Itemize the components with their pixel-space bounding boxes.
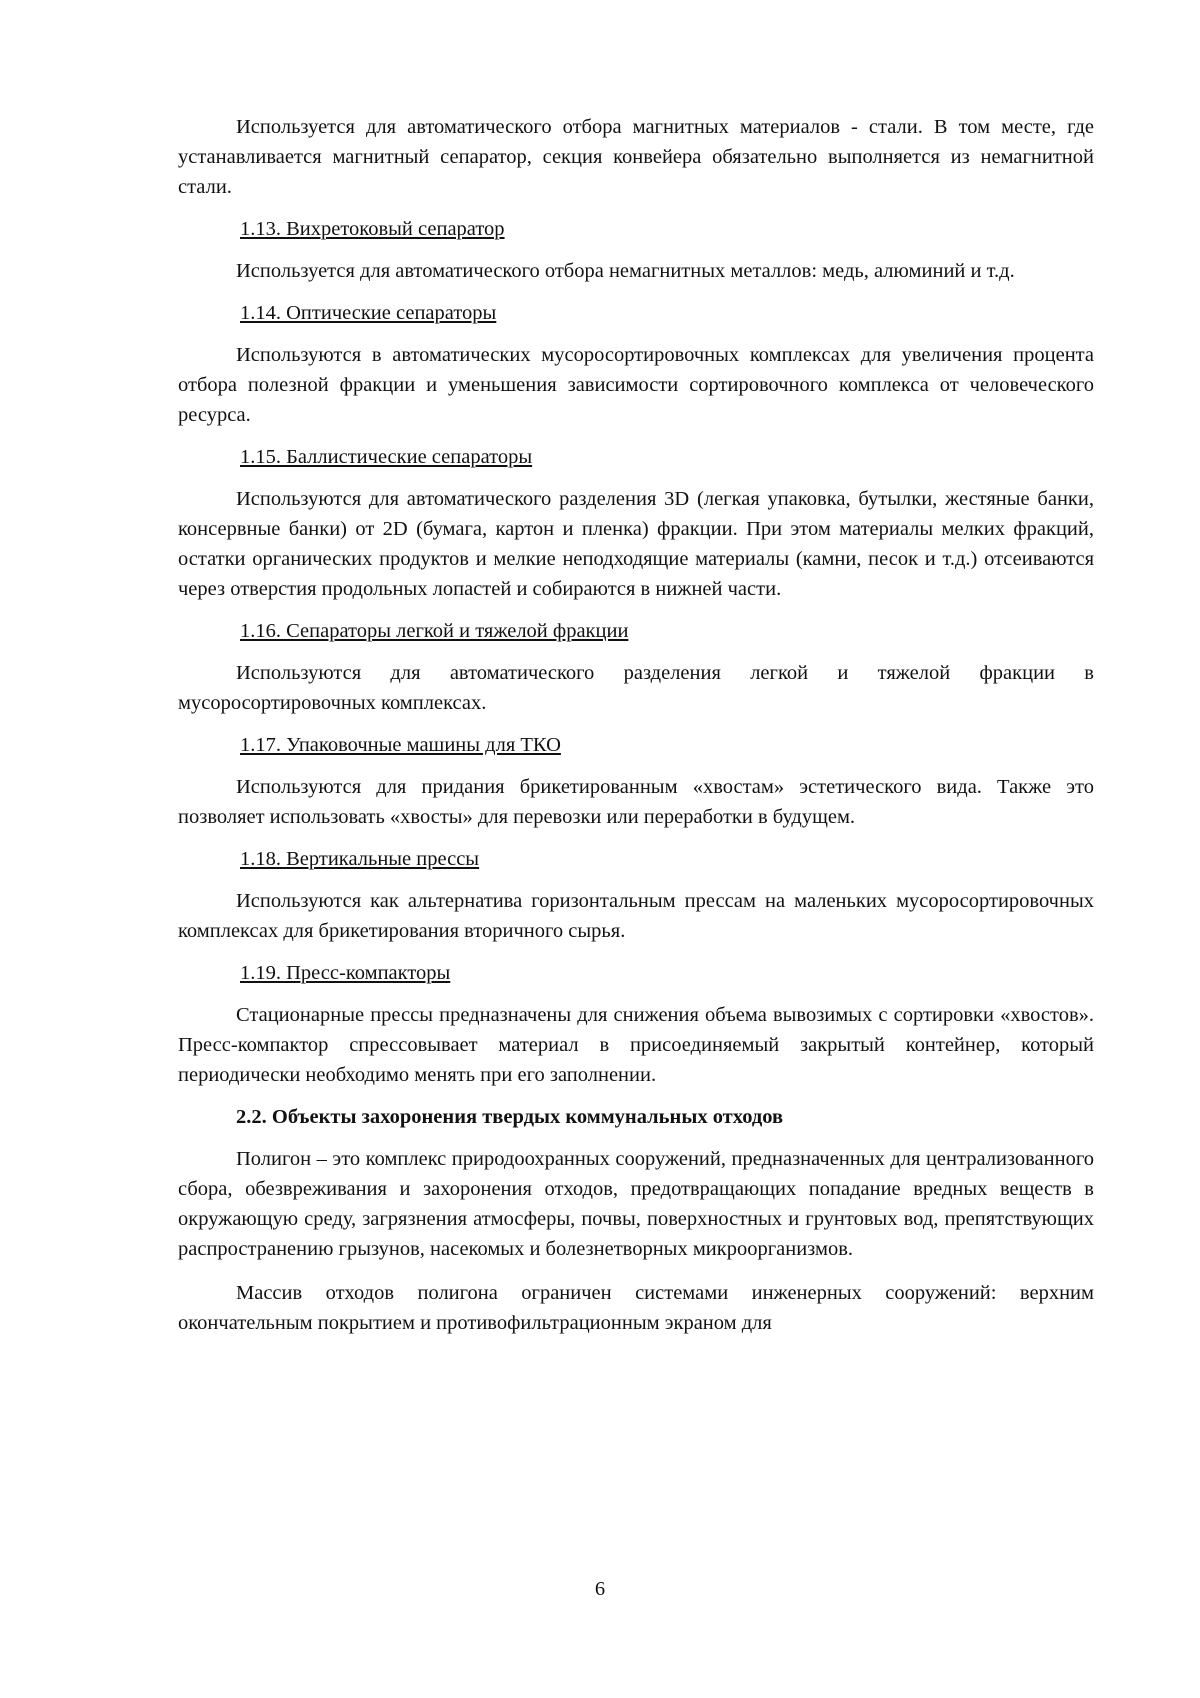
paragraph-eddy-current: Используется для автоматического отбора немагнитных металлов: медь, алюминий и т.д. — [236, 260, 1015, 282]
paragraph-landfill-massif: Массив отходов полигона ограничен системами инженерных сооружений: верхним окончательным покрытием и противофильтрационным экраном для — [178, 1282, 1094, 1334]
heading-1-19: 1.19. Пресс-компакторы — [240, 962, 451, 984]
paragraph-packing-machines: Используются для придания брикетированным «хвостам» эстетического вида. Также это позволяет использовать «хвосты» для перевозки или переработки в будущем. — [178, 776, 1094, 828]
heading-1-17: 1.17. Упаковочные машины для ТКО — [240, 734, 561, 756]
paragraph-vertical-presses: Используются как альтернатива горизонтальным прессам на маленьких мусоросортировочных комплексах для брикетирования вторичного сырья. — [178, 890, 1094, 942]
paragraph-ballistic-separators: Используются для автоматического разделения 3D (легкая упаковка, бутылки, жестяные банки, консервные банки) от 2D (бумага, картон и пленка) фракции. При этом материалы мелких фракций, остатки органических продуктов и мелкие неподходящие материалы (камни, песок и т.д.) отсеиваются через отверстия продольных лопастей и собираются в нижней части. — [178, 488, 1094, 600]
document-page — [178, 112, 1094, 1338]
paragraph-light-heavy-fraction: Используются для автоматического разделения легкой и тяжелой фракции в мусоросортировочных комплексах. — [178, 662, 1094, 714]
heading-1-16: 1.16. Сепараторы легкой и тяжелой фракции — [240, 620, 629, 642]
heading-1-15: 1.15. Баллистические сепараторы — [240, 446, 533, 468]
section-heading-2-2: 2.2. Объекты захоронения твердых коммунальных отходов — [236, 1106, 784, 1128]
paragraph-optical-separators: Используются в автоматических мусоросортировочных комплексах для увеличения процента отбора полезной фракции и уменьшения зависимости сортировочного комплекса от человеческого ресурса. — [178, 344, 1094, 426]
heading-1-18: 1.18. Вертикальные прессы — [240, 848, 480, 870]
page-number: 6 — [594, 1578, 606, 1600]
heading-1-13: 1.13. Вихретоковый сепаратор — [240, 218, 505, 240]
paragraph-magnetic-separator: Используется для автоматического отбора магнитных материалов - стали. В том месте, где устанавливается магнитный сепаратор, секция конвейера обязательно выполняется из немагнитной стали. — [178, 116, 1094, 198]
heading-1-14: 1.14. Оптические сепараторы — [240, 302, 497, 324]
paragraph-landfill-definition: Полигон – это комплекс природоохранных сооружений, предназначенных для централизованного сбора, обезвреживания и захоронения отходов, предотвращающих попадание вредных веществ в окружающую среду, загрязнения атмосферы, почвы, поверхностных и грунтовых вод, препятствующих распространению грызунов, насекомых и болезнетворных микроорганизмов. — [178, 1148, 1094, 1260]
paragraph-press-compactors: Стационарные прессы предназначены для снижения объема вывозимых с сортировки «хвостов». Пресс-компактор спрессовывает материал в присоединяемый закрытый контейнер, который периодически необходимо менять при его заполнении. — [178, 1004, 1094, 1086]
